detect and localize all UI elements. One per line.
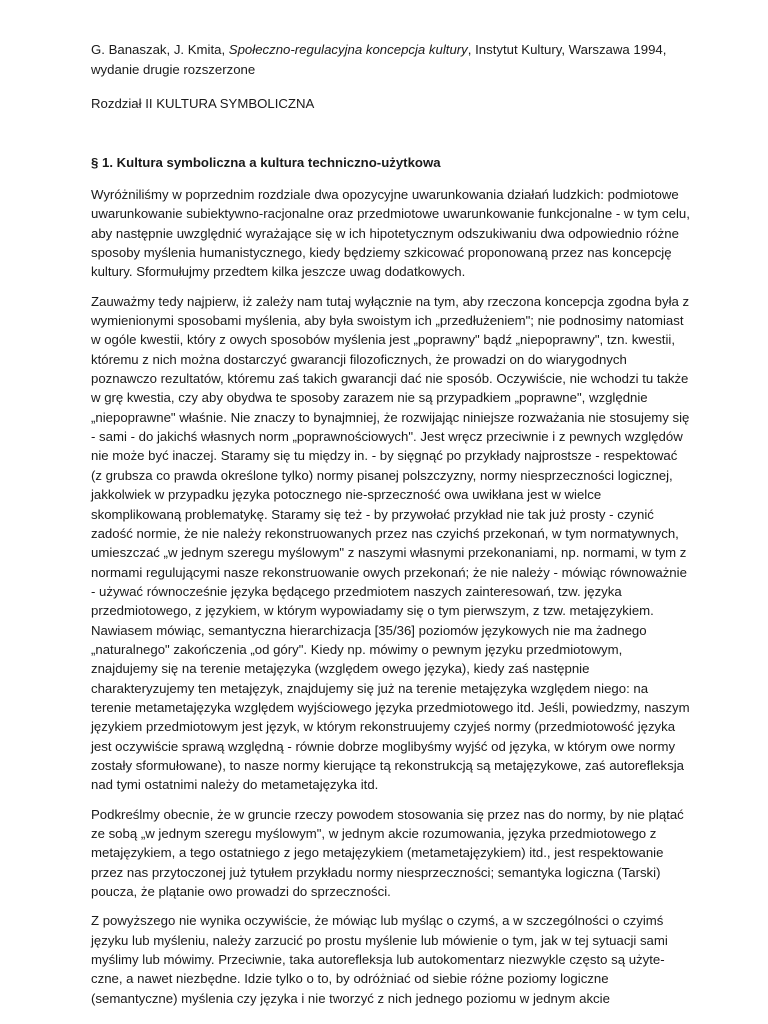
citation-authors: G. Banaszak, J. Kmita, xyxy=(91,42,229,57)
citation-publisher: , Instytut Kultury, Warszawa 1994, wydanie drugie rozszerzone xyxy=(91,42,667,77)
paragraph-2: Zauważmy tedy najpierw, iż zależy nam tutaj wyłącznie na tym, aby rzeczona koncepcja zgodna była z wymienionymi sposobami myślenia, aby była swoistym ich „przedłużeniem"; nie podnosimy natomiast w ogóle kwestii, który z owych sposobów myślenia jest „poprawny" bądź „niepoprawny", tzn. kwestii, któremu z nich można dostarczyć gwarancji filozoficznych, że prowadzi on do wiarygodnych poznawczo rezultatów, któremu zaś takich gwarancji dać nie sposób. Oczywiście, nie wchodzi tu także w grę kwestia, czy aby obydwa te sposoby zarazem nie są przypadkiem „poprawne", względnie „niepoprawne" właśnie. Nie znaczy to bynajmniej, że rozwijając niniejsze rozważania nie stosujemy się - sami - do jakichś własnych norm „poprawnościowych". Jest wręcz przeciwnie i z pewnych względów nie może być inaczej. Staramy się tu między in. - by sięgnąć po przykłady najprostsze - respektować (z grubsza co prawda określone tylko) normy pisanej polszczyzny, normy niesprzeczności logicznej, jakkolwiek w przypadku języka potocznego nie-sprzeczność owa uwikłana jest w wielce skomplikowaną problematykę. Staramy się też - by przywołać przykład nie tak już prosty - czynić zadość normie, że nie należy rekonstruowanych przez nas czyichś przekonań, w tym normatywnych, umieszczać „w jednym szeregu myślowym" z naszymi własnymi przekonaniami, np. normami, w tym z normami regulującymi nasze rekonstruowanie owych przekonań; że nie należy - mówiąc równoważnie - używać równocześnie języka będącego przedmiotem naszych zainteresowań, tzw. języka przedmiotowego, z językiem, w którym wypowiadamy się o tym pierwszym, z tzw. metajęzykiem. Nawiasem mówiąc, semantyczna hierarchizacja [35/36] poziomów językowych nie ma żadnego „naturalnego" zakończenia „od góry". Kiedy np. mówimy o pewnym języku przedmiotowym, znajdujemy się na terenie metajęzyka (względem owego języka), kiedy zaś następnie charakteryzujemy ten metajęzyk, znajdujemy się już na terenie metajęzyka względem niego: na terenie metametajęzyka względem wyjściowego języka przedmiotowego itd. Jeśli, powiedzmy, naszym językiem przedmiotowym jest język, w którym rekonstruujemy czyjeś normy (przedmiotowość języka jest oczywiście sprawą względną - równie dobrze moglibyśmy wyjść od języka, w którym owe normy zostały sformułowane), to nasze normy kierujące tą rekonstrukcją są metajęzykowe, zaś autorefleksja nad tymi ostatnimi należy do metametajęzyka itd. xyxy=(91,293,690,793)
paragraph-1: Wyróżniliśmy w poprzednim rozdziale dwa opozycyjne uwarunkowania działań ludzkich: podmiotowe uwarunkowanie subiektywno-racjonalne oraz przedmiotowe uwarunkowanie funkcjonalne - w tym celu, aby następnie uwzględnić wyrażające się w ich hipotetycznym odszukiwaniu dwa odpowiednio różne sposoby myślenia humanistycznego, kiedy będziemy szkicować proponowaną przez nas koncepcję kultury. Sformułujmy przedtem kilka jeszcze uwag dodatkowych. xyxy=(91,187,690,280)
chapter-heading: Rozdział II KULTURA SYMBOLICZNA xyxy=(91,96,315,111)
document-page xyxy=(91,40,691,1018)
paragraph-3: Podkreślmy obecnie, że w gruncie rzeczy powodem stosowania się przez nas do normy, by nie plątać ze sobą „w jednym szeregu myślowym", w jednym akcie rozumowania, języka przedmiotowego z metajęzykiem, a tego ostatniego z jego metajęzykiem (metametajęzykiem) itd., jest respektowanie przez nas przytoczonej już tytułem przykładu normy niesprzeczności; semantyka logiczna (Tarski) poucza, że plątanie owo prowadzi do sprzeczności. xyxy=(91,806,684,900)
section-title: § 1. Kultura symboliczna a kultura techniczno-użytkowa xyxy=(91,155,441,170)
bibliographic-citation xyxy=(91,40,691,80)
paragraph-4: Z powyższego nie wynika oczywiście, że mówiąc lub myśląc o czymś, a w szczególności o czyimś języku lub myśleniu, należy zarzucić po prostu myślenie lub mówienie o tym, jak w tej sytuacji sami myślimy lub mówimy. Przeciwnie, taka autorefleksja lub autokomentarz niezwykle często są użyte-czne, a nawet niezbędne. Idzie tylko o to, by odróżniać od siebie różne poziomy logiczne (semantyczne) myślenia czy języka i nie tworzyć z nich jednego poziomu w jednym akcie xyxy=(91,913,668,1006)
citation-title: Społeczno-regulacyjna koncepcja kultury xyxy=(228,42,468,57)
